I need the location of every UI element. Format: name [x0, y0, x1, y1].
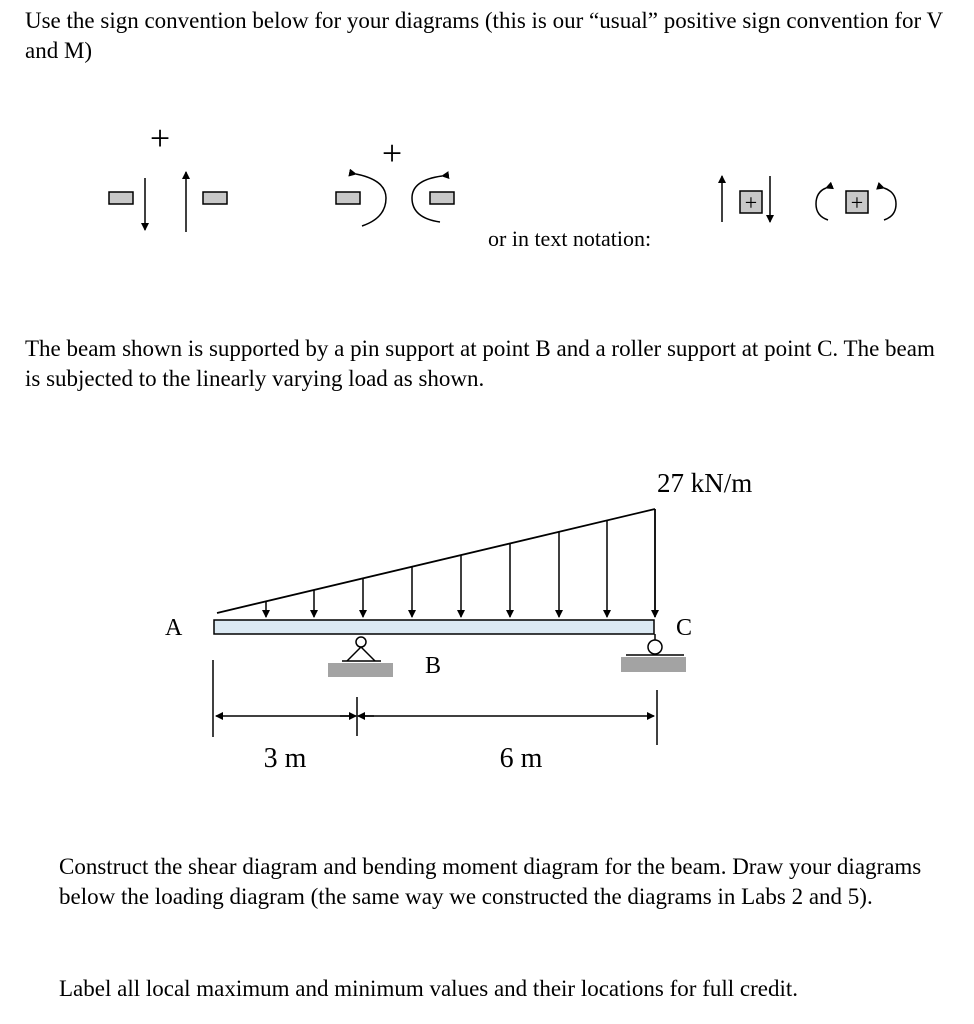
pin-triangle	[347, 647, 375, 661]
moment-convention-diagram	[336, 133, 454, 226]
label-instruction: Label all local maximum and minimum values and their locations for full credit.	[59, 976, 798, 1001]
load-magnitude-label: 27 kN/m	[657, 468, 753, 498]
span-bc-label: 6 m	[499, 743, 543, 774]
text-notation-label: or in text notation:	[488, 226, 652, 251]
notation-moment-left-arrow	[816, 188, 828, 220]
shear-convention-diagram	[109, 118, 227, 232]
construct-instruction: Construct the shear diagram and bending moment diagram for the beam. Draw your diagrams below the loading diagram (the same way we constructed the diagrams in Labs 2 and 5).	[59, 854, 922, 909]
moment-right-element	[430, 192, 454, 204]
shear-left-element	[109, 192, 133, 204]
text-notation-moment	[816, 188, 896, 220]
text-notation-shear	[722, 176, 770, 222]
notation-shear-sign: +	[744, 190, 758, 215]
roller-wheel	[648, 640, 662, 654]
pin-support-b	[328, 637, 393, 677]
intro-text: Use the sign convention below for your diagrams (this is our “usual” positive sign convention for V and M)	[25, 8, 943, 63]
point-b-label: B	[425, 653, 442, 679]
point-a-label: A	[165, 615, 183, 641]
shear-right-element	[203, 192, 227, 204]
notation-moment-right-arrow	[884, 188, 896, 220]
shear-plus-sign: +	[149, 118, 171, 158]
span-ab-label: 3 m	[263, 743, 307, 774]
pin-ground	[328, 663, 393, 677]
pin-circle	[356, 637, 366, 647]
point-c-label: C	[676, 615, 693, 641]
moment-left-element	[336, 192, 360, 204]
roller-ground	[621, 657, 686, 672]
beam-diagram	[165, 468, 752, 774]
load-envelope-line	[217, 509, 655, 613]
problem-text: The beam shown is supported by a pin support at point B and a roller support at point C. The beam is subjected to the linearly varying load as shown.	[25, 336, 935, 391]
moment-plus-sign: +	[381, 133, 403, 173]
notation-moment-sign: +	[850, 190, 864, 215]
beam	[214, 620, 654, 634]
